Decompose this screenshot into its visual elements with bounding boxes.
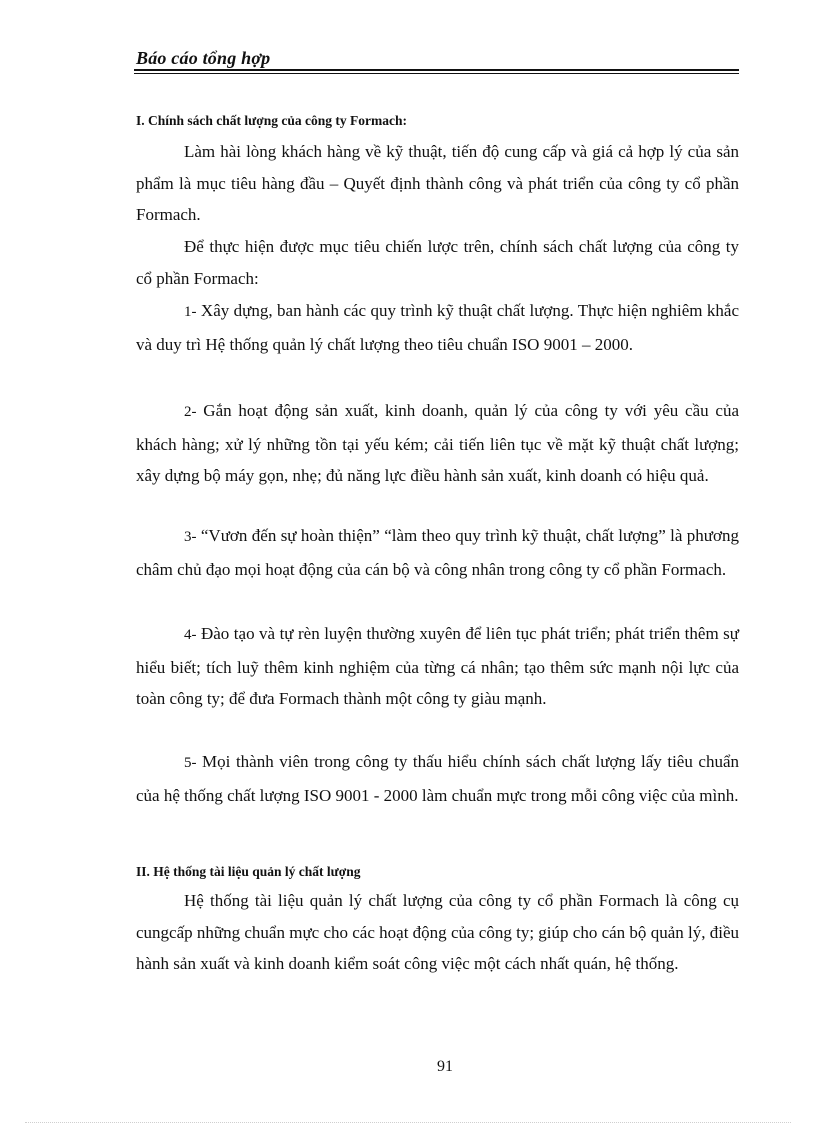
policy-item-number: 1- <box>184 304 197 320</box>
policy-item-text: Đào tạo và tự rèn luyện thường xuyên để liên tục phát triển; phát triển thêm sự hiểu biết; tích luỹ thêm kinh nghiệm của từng cá nhân; tạo thêm sức mạnh nội lực của toàn công ty; để đưa Formach thành một công ty giàu mạnh. <box>136 624 739 708</box>
policy-item-1 <box>136 295 739 360</box>
section-2-body-paragraph: Hệ thống tài liệu quản lý chất lượng của công ty cổ phần Formach là công cụ cungcấp những chuẩn mực cho các hoạt động của công ty; giúp cho cán bộ quản lý, điều hành sản xuất và kinh doanh kiểm soát công việc một cách nhất quán, hệ thống. <box>136 891 739 973</box>
policy-item-text: “Vươn đến sự hoàn thiện” “làm theo quy trình kỹ thuật, chất lượng” là phương châm chủ đạo mọi hoạt động của cán bộ và công nhân trong công ty cổ phần Formach. <box>136 526 739 579</box>
policy-item-4 <box>136 618 739 715</box>
policy-item-number: 3- <box>184 529 197 545</box>
section-1-title: I. Chính sách chất lượng của công ty Formach: <box>136 113 407 128</box>
policy-item-text: Mọi thành viên trong công ty thấu hiểu chính sách chất lượng lấy tiêu chuẩn của hệ thống chất lượng ISO 9001 - 2000 làm chuẩn mực trong mỗi công việc của mình. <box>136 752 739 805</box>
policy-item-5 <box>136 746 739 811</box>
policy-item-2 <box>136 395 739 492</box>
document-header-title: Báo cáo tổng hợp <box>136 48 271 68</box>
section-1-intro-paragraph: Làm hài lòng khách hàng về kỹ thuật, tiến độ cung cấp và giá cả hợp lý của sản phẩm là mục tiêu hàng đầu – Quyết định thành công và phát triển của công ty cổ phần Formach. <box>136 142 739 224</box>
section-1-lead-paragraph: Để thực hiện được mục tiêu chiến lược trên, chính sách chất lượng của công ty cổ phần Formach: <box>136 237 739 288</box>
page-number: 91 <box>437 1058 453 1075</box>
policy-item-3 <box>136 520 739 585</box>
policy-item-number: 5- <box>184 755 197 771</box>
policy-item-number: 4- <box>184 627 197 643</box>
header-rule-thick <box>134 69 739 71</box>
header-rule-thin <box>134 73 739 74</box>
section-2-title: II. Hệ thống tài liệu quản lý chất lượng <box>136 864 361 879</box>
policy-item-number: 2- <box>184 404 197 420</box>
policy-item-text: Xây dựng, ban hành các quy trình kỹ thuật chất lượng. Thực hiện nghiêm khắc và duy trì Hệ thống quản lý chất lượng theo tiêu chuẩn ISO 9001 – 2000. <box>136 301 739 354</box>
policy-item-text: Gắn hoạt động sản xuất, kinh doanh, quản lý của công ty với yêu cầu của khách hàng; xử lý những tồn tại yếu kém; cải tiến liên tục về mặt kỹ thuật chất lượng; xây dựng bộ máy gọn, nhẹ; đủ năng lực điều hành sản xuất, kinh doanh có hiệu quả. <box>136 401 739 485</box>
